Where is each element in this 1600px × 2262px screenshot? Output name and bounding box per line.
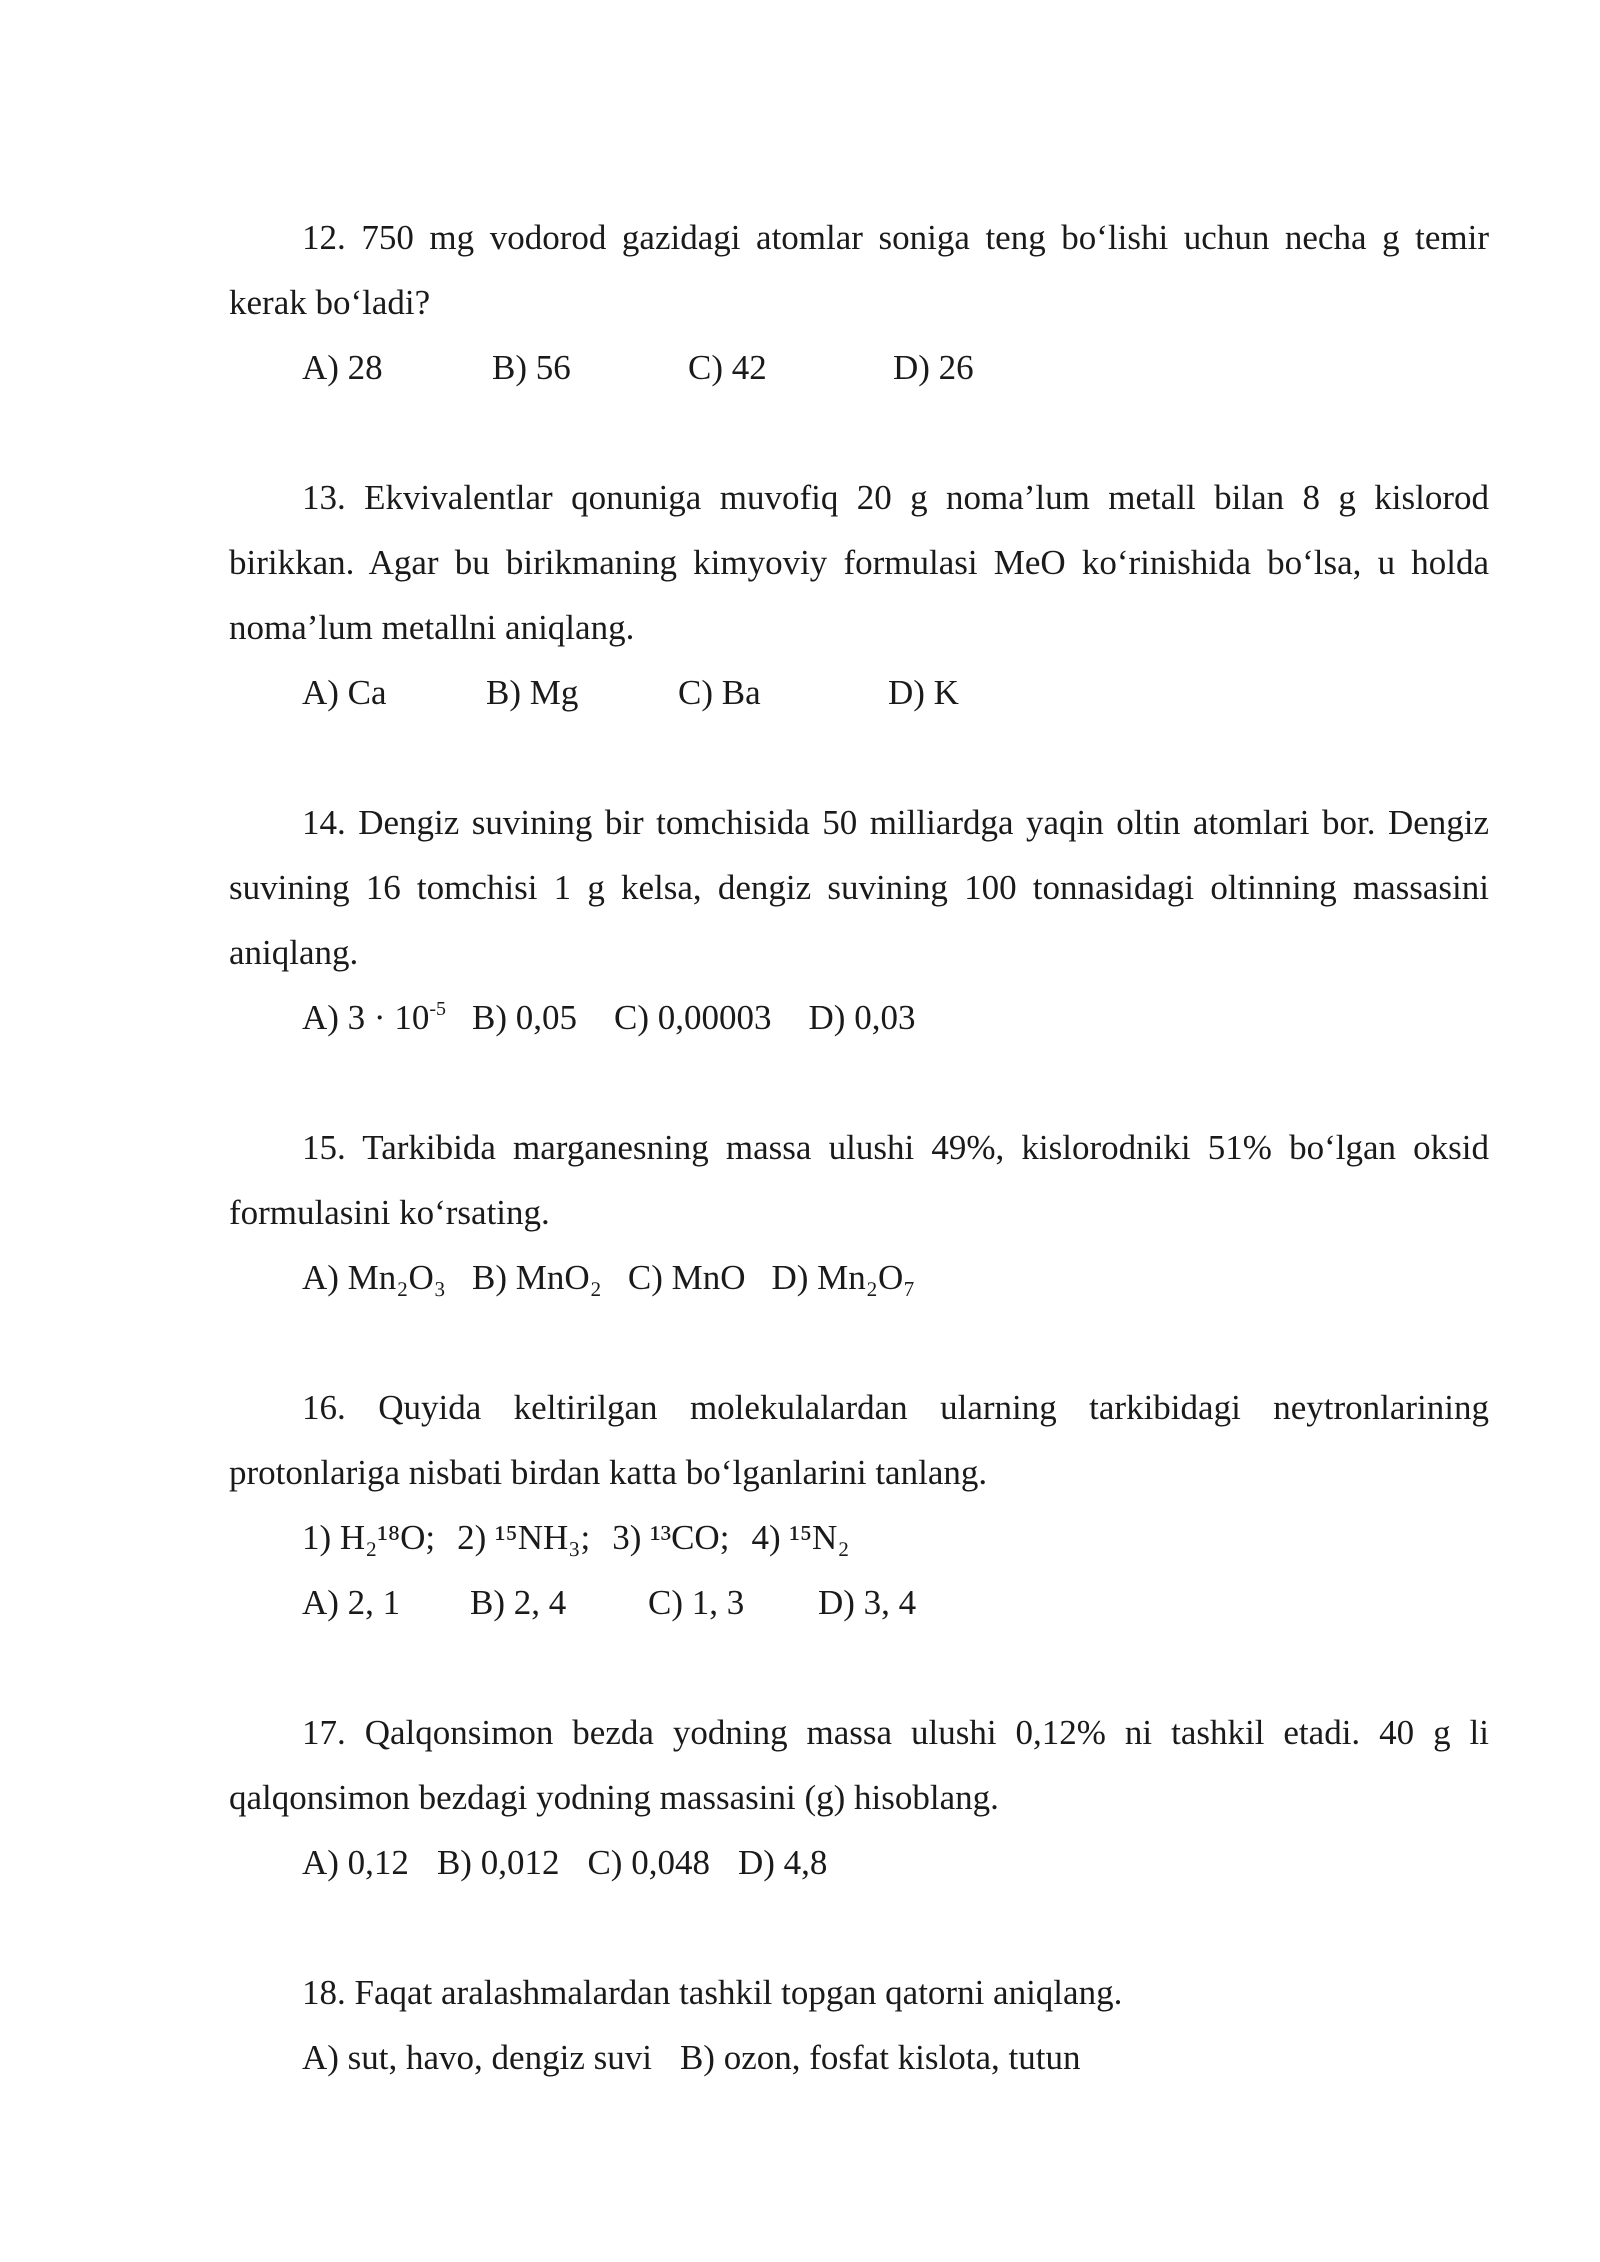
question-number: 13. — [302, 478, 346, 517]
question-text: Quyida keltirilgan molekulalardan ularning tarkibidagi neytronlarining protonlariga nisbati birdan katta bo‘lganlarini tanlang. — [229, 1388, 1490, 1492]
answer-options — [229, 660, 1489, 725]
question-text: Dengiz suvining bir tomchisida 50 milliardga yaqin oltin atomlari bor. Dengiz suvining 16 tomchisi 1 g kelsa, dengiz suvining 100 tonnasidagi oltinning massasini aniqlang. — [229, 803, 1490, 972]
question-stem — [229, 1960, 1489, 2025]
question-number: 16. — [302, 1388, 346, 1427]
question-stem — [229, 1700, 1489, 1830]
option-d: D) 0,03 — [808, 998, 916, 1037]
option-d: D) K — [888, 673, 959, 712]
question-13 — [229, 465, 1489, 725]
option-b: B) 0,05 — [472, 998, 578, 1037]
molecule-item: 1) H₂¹⁸O; — [302, 1518, 436, 1557]
option-c: C) 1, 3 — [648, 1583, 745, 1622]
question-18 — [229, 1960, 1489, 2090]
answer-options — [229, 2025, 1489, 2090]
document-page — [229, 205, 1489, 2155]
option-b: B) 0,012 — [436, 1843, 560, 1882]
question-text: Tarkibida marganesning massa ulushi 49%, kislorodniki 51% bo‘lgan oksid formulasini ko‘rsating. — [229, 1128, 1489, 1232]
question-14 — [229, 790, 1489, 1050]
option-a: A) 28 — [302, 348, 383, 387]
answer-options — [229, 1570, 1489, 1635]
option-b: B) 2, 4 — [470, 1583, 567, 1622]
molecule-item: 4) ¹⁵N₂ — [751, 1518, 850, 1557]
answer-options — [229, 1830, 1489, 1895]
option-d: D) 26 — [893, 348, 974, 387]
molecule-item: 2) ¹⁵NH₃; — [457, 1518, 591, 1557]
option-a: A) Mn₂O₃ — [302, 1258, 446, 1297]
molecule-item: 3) ¹³CO; — [612, 1518, 730, 1557]
option-b: B) MnO₂ — [471, 1258, 602, 1297]
question-stem — [229, 1115, 1489, 1245]
option-a-base: A) 3 · 10 — [302, 998, 430, 1037]
option-c: C) 0,00003 — [614, 998, 772, 1037]
option-a: A) sut, havo, dengiz suvi — [302, 2038, 652, 2077]
option-a — [302, 998, 446, 1037]
question-number: 14. — [302, 803, 346, 842]
question-stem — [229, 1375, 1489, 1505]
question-16 — [229, 1375, 1489, 1635]
option-b: B) 56 — [492, 348, 571, 387]
option-d: D) 3, 4 — [818, 1583, 917, 1622]
question-12 — [229, 205, 1489, 400]
molecule-list — [229, 1505, 1489, 1570]
option-c: C) 42 — [688, 348, 767, 387]
option-d: D) 4,8 — [737, 1843, 828, 1882]
question-stem — [229, 465, 1489, 660]
question-text: Faqat aralashmalardan tashkil topgan qatorni aniqlang. — [354, 1973, 1123, 2012]
question-number: 18. — [302, 1973, 346, 2012]
option-c: C) Ba — [678, 673, 761, 712]
option-a: A) Ca — [302, 673, 387, 712]
option-b: B) Mg — [486, 673, 579, 712]
option-d: D) Mn₂O₇ — [771, 1258, 916, 1297]
question-text: Ekvivalentlar qonuniga muvofiq 20 g noma’lum metall bilan 8 g kislorod birikkan. Agar bu birikmaning kimyoviy formulasi MeO ko‘rinishida bo‘lsa, u holda noma’lum metallni aniqlang. — [229, 478, 1490, 647]
option-c: C) MnO — [627, 1258, 746, 1297]
option-a: A) 0,12 — [302, 1843, 409, 1882]
question-text: 750 mg vodorod gazidagi atomlar soniga teng bo‘lishi uchun necha g temir kerak bo‘ladi? — [229, 218, 1490, 322]
question-15 — [229, 1115, 1489, 1310]
question-number: 12. — [302, 218, 346, 257]
answer-options — [229, 335, 1489, 400]
option-b: B) ozon, fosfat kislota, tutun — [679, 2038, 1081, 2077]
option-a: A) 2, 1 — [302, 1583, 401, 1622]
question-17 — [229, 1700, 1489, 1895]
answer-options — [229, 1245, 1489, 1310]
question-number: 17. — [302, 1713, 346, 1752]
answer-options — [229, 985, 1489, 1050]
question-stem — [229, 790, 1489, 985]
question-stem — [229, 205, 1489, 335]
question-text: Qalqonsimon bezda yodning massa ulushi 0,12% ni tashkil etadi. 40 g li qalqonsimon bezdagi yodning massasini (g) hisoblang. — [229, 1713, 1489, 1817]
option-a-exponent: -5 — [429, 998, 447, 1020]
option-c: C) 0,048 — [587, 1843, 710, 1882]
question-number: 15. — [302, 1128, 346, 1167]
